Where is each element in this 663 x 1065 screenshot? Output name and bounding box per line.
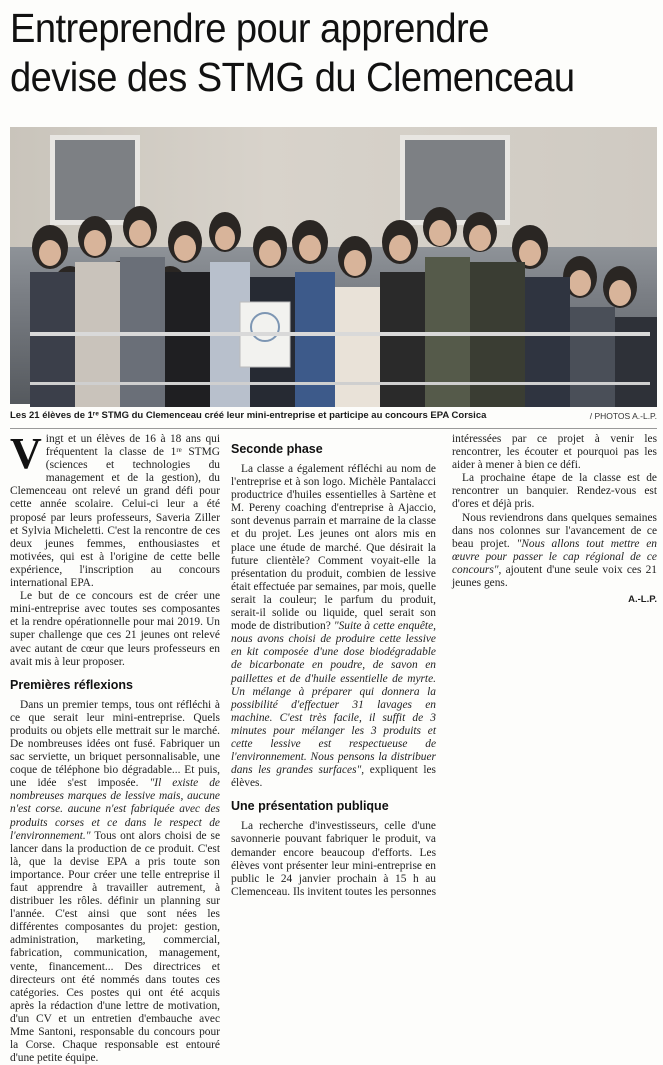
paragraph-intro: Vingt et un élèves de 16 à 18 ans qui fréquentent la classe de 1ʳᵉ STMG (sciences et technologies du management et de la gestion), du Clemenceau ont relevé un grand défi pour cette année scolaire. Celui-ci leur a été proposé par leurs professeurs, Saveria Ziller et Sylvia Micheletti. C'est la rencontre de ces deux jeunes femmes, enthousiastes et motivées, qui est à l'origine de cette belle expérience, l'inscription au concours international EPA. (10, 429, 220, 590)
drop-cap: V (10, 429, 42, 478)
headline-line-1: Entreprendre pour apprendre (10, 5, 489, 51)
caption-text: Les 21 élèves de 1ʳᵉ STMG du Clemenceau créé leur mini-entreprise et participe au concours EPA Corsica (10, 410, 487, 421)
paragraph-reflexions: Dans un premier temps, tous ont réfléchi à ce que serait leur mini-entreprise. Quels produits ou objets elle mettrait sur le marché. De nombreuses idées ont fusé. Fabriquer un sac serviette, un briquet personnalisable, une coque de téléphone bio dégradable... Et puis, une idée s'est imposée. "Il existe de nombreuses marques de lessive mais, aucune n'est corse. aucune n'est fabriquée avec des produits corses et ce dans le respect de l'environnement." Tous ont alors choisi de se lancer dans la production de ce produit. C'est là, que la devise EPA a pris toute son importance. Pour créer une telle entreprise il faut apprendre à travailler autrement, à distribuer les rôles. définir un planning sur l'année. C'est ainsi que sont nées les différentes composantes du projet: gestion, administration, marketing, commercial, fabrication, communication, management, vente, financement... Des directrices et directeurs ont été nommés dans toutes ces catégories. Ces postes qui ont été acquis après la rédaction d'une lettre de motivation, d'un CV et un entretien d'embauche avec Mme Santoni, responsable du concours pour la Corse. Chaque responsable est entouré d'une petite équipe. (10, 698, 220, 1065)
group-photo (10, 127, 657, 404)
author-signature: A.-L.P. (628, 594, 657, 606)
subhead-seconde-phase: Seconde phase (231, 442, 323, 456)
paragraph-seconde-phase: La classe a également réfléchi au nom de l'entreprise et à son logo. Michèle Pantalacci productrice d'huiles essentielles à Sartène et M. Pereny coaching d'entreprise à Ajaccio, sont devenus parrain et marraine de la classe et du projet. Les jeunes ont alors mis en place une étude de marché. Que désirait la future clientèle? Comment voyait-elle la présentation du produit, combien de lessive était effectuée par semaines, par mois, quelle serait la couleur; le parfum du produit, serait-il solide ou liquide, quel serait son mode de distribution? "Suite à cette enquête, nous avons choisi de produire cette lessive en kit composée d'une dose biodégradable de bicarbonate en poudre, de savon en paillettes et de d'huile essentielle de myrte. Un mélange à préparer qui donnera la possibilité d'effectuer 31 lavages en machine. C'est très facile, il suffit de 3 minutes pour mélanger les 3 produits et cette lessive est respectueuse de l'environnement. Nous pensons la distribuer dans les grandes surfaces", expliquent les élèves. (231, 463, 436, 790)
article-continuation (231, 433, 657, 907)
headline-line-2: devise des STMG du Clemenceau (10, 54, 575, 100)
paragraph-concours: Le but de ce concours est de créer une mini-entreprise avec toutes ses composantes et la rendre opérationnelle pour mai 2019. Un super challenge que ces 21 jeunes ont relevé avec autant de cœur que leurs professeurs en avait mis à leur proposer. (10, 590, 220, 668)
caption-divider (10, 428, 657, 429)
photo-caption (10, 408, 657, 424)
paragraph-investisseurs: La recherche d'investisseurs, celle d'une savonnerie pouvant fabriquer le produit, va demander encore beaucoup d'efforts. Les élèves vont présenter leur mini-entreprise en public le 24 janvier prochain à 15 h au Clemenceau. Ils invitent toutes les personnes intéressées par ce projet à venir les rencontrer, les écouter et pourquoi pas les aider à mener à bien ce défi. (231, 433, 657, 898)
photo-credit: / PHOTOS A.-L.P. (589, 411, 657, 421)
paragraph-banquier: La prochaine étape de la classe est de rencontrer un banquier. Rendez-vous est d'ores et déjà pris. (452, 472, 657, 511)
paragraph-conclusion: Nous reviendrons dans quelques semaines dans nos colonnes sur l'avancement de ce beau projet. "Nous allons tout mettre en œuvre pour passer le cap régional de ce concours", ajoutent d'une seule voix ces 21 jeunes gens. (452, 511, 657, 590)
students-illustration (10, 187, 657, 407)
subhead-presentation-publique: Une présentation publique (231, 799, 389, 814)
article-column-1 (10, 429, 220, 1065)
headline (10, 4, 615, 102)
subhead-premieres-reflexions: Premières réflexions (10, 677, 133, 692)
